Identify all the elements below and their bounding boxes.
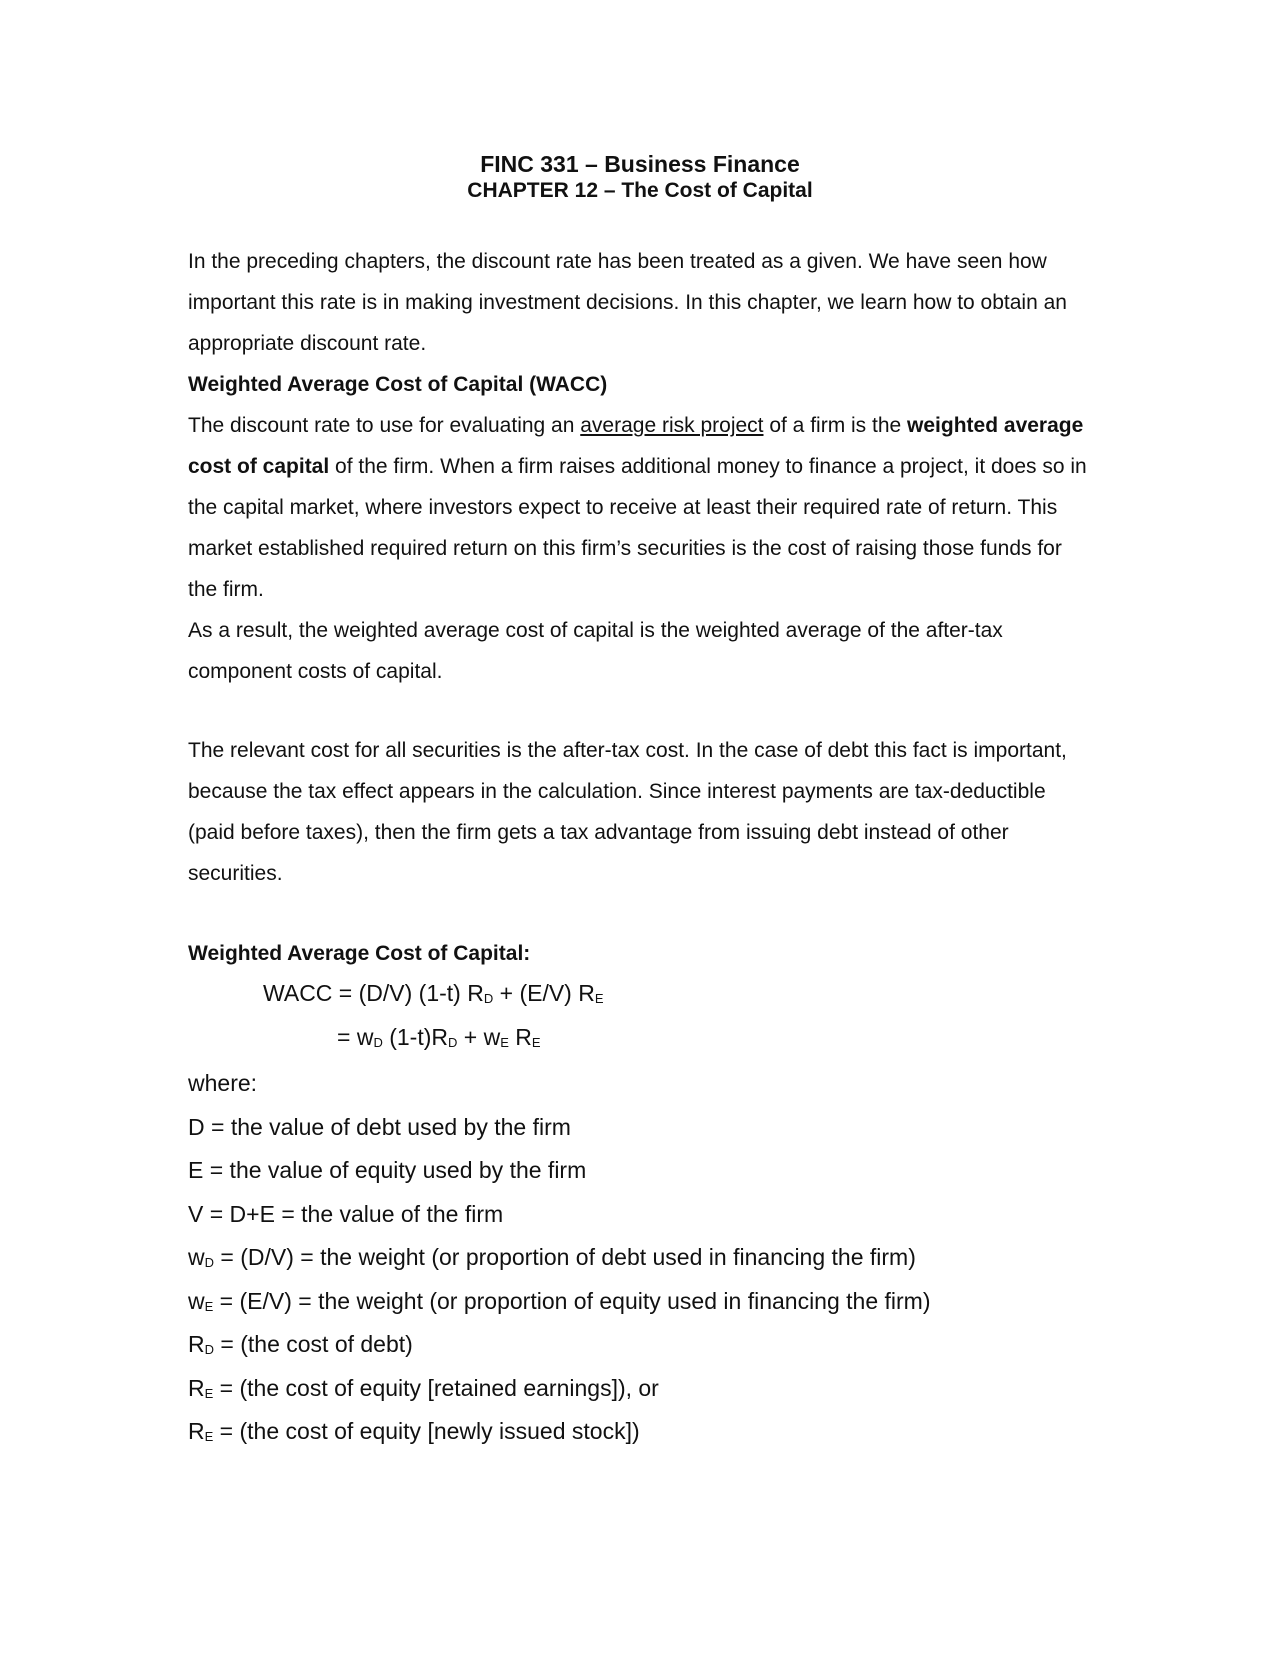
formula2-sub-3: E: [500, 1035, 509, 1050]
formula2-part-a: = w: [337, 1024, 374, 1050]
wacc-heading: Weighted Average Cost of Capital (WACC): [188, 373, 608, 396]
formula1-part-b: + (E/V) R: [493, 980, 595, 1006]
definition-wd: [188, 1236, 931, 1280]
definition-re-retained: [188, 1367, 931, 1411]
rd-rest: = (the cost of debt): [214, 1331, 413, 1357]
wd-var: w: [188, 1244, 205, 1270]
we-rest: = (E/V) = the weight (or proportion of equity used in financing the firm): [213, 1287, 931, 1314]
definition-rd: [188, 1323, 931, 1367]
wacc-formula-line1: [263, 977, 604, 1015]
wacc-formula-line2: [337, 1021, 541, 1059]
re1-sub: E: [204, 1385, 214, 1401]
rd-var: R: [188, 1331, 205, 1357]
definition-we: [188, 1280, 931, 1324]
formula2-sub-2: D: [448, 1035, 458, 1050]
wacc-bold-term: weighted average cost of capital: [188, 414, 1084, 478]
where-label: where:: [188, 1070, 258, 1096]
definition-v: V = D+E = the value of the firm: [188, 1200, 504, 1227]
formula2-part-c: + w: [457, 1024, 501, 1050]
intro-paragraph: In the preceding chapters, the discount rate has been treated as a given. We have seen how important this rate is in making investment decisions. In this chapter, we learn how to obtain an appropriate discount rate.: [188, 250, 1067, 355]
formula2-part-b: (1-t)R: [382, 1024, 448, 1050]
main-text: [188, 241, 1088, 692]
re2-rest: = (the cost of equity [newly issued stock]): [213, 1418, 640, 1444]
formula1-sub-e: E: [594, 991, 604, 1006]
we-sub: E: [204, 1298, 214, 1314]
formula2-sub-1: D: [373, 1035, 383, 1050]
formula2-part-d: R: [508, 1024, 532, 1050]
wd-sub: D: [204, 1255, 215, 1270]
wacc-paragraph: [188, 405, 1088, 610]
average-risk-project-text: average risk project: [580, 414, 764, 437]
wacc-text-b: of a firm is the: [763, 414, 908, 437]
re2-var: R: [188, 1418, 205, 1444]
definition-e: E = the value of equity used by the firm: [188, 1157, 587, 1183]
chapter-title: CHAPTER 12 – The Cost of Capital: [467, 179, 813, 202]
re2-sub: E: [204, 1429, 214, 1444]
wacc-text-c: of the firm. When a firm raises additional money to finance a project, it does so in the capital market, where investors expect to receive at least their required rate of return. This market established required return on this firm’s securities is the cost of raising those funds for the firm.: [188, 455, 1087, 601]
title-block: [0, 150, 1280, 204]
re1-rest: = (the cost of equity [retained earnings]), or: [213, 1374, 659, 1401]
formula1-part-a: WACC = (D/V) (1-t) R: [263, 980, 484, 1006]
formula2-sub-4: E: [531, 1035, 541, 1050]
wacc-text-a: The discount rate to use for evaluating an: [188, 414, 581, 437]
relevant-cost-paragraph: The relevant cost for all securities is the after-tax cost. In the case of debt this fact is important, because the tax effect appears in the calculation. Since interest payments are tax-deductible (paid before taxes), then the firm gets a tax advantage from issuing debt instead of other securities.: [188, 739, 1067, 885]
after-tax-paragraph: As a result, the weighted average cost of capital is the weighted average of the after-tax component costs of capital.: [188, 619, 1003, 683]
formula-heading: Weighted Average Cost of Capital:: [188, 942, 531, 965]
definition-d: D = the value of debt used by the firm: [188, 1113, 571, 1140]
rd-sub: D: [204, 1342, 215, 1357]
we-var: w: [188, 1287, 205, 1314]
re1-var: R: [188, 1374, 205, 1401]
definitions-list: [188, 1062, 931, 1454]
formula1-sub-d: D: [483, 991, 494, 1006]
definition-re-new-stock: [188, 1410, 931, 1454]
wd-rest: = (D/V) = the weight (or proportion of debt used in financing the firm): [214, 1244, 916, 1270]
course-title: FINC 331 – Business Finance: [480, 151, 800, 177]
